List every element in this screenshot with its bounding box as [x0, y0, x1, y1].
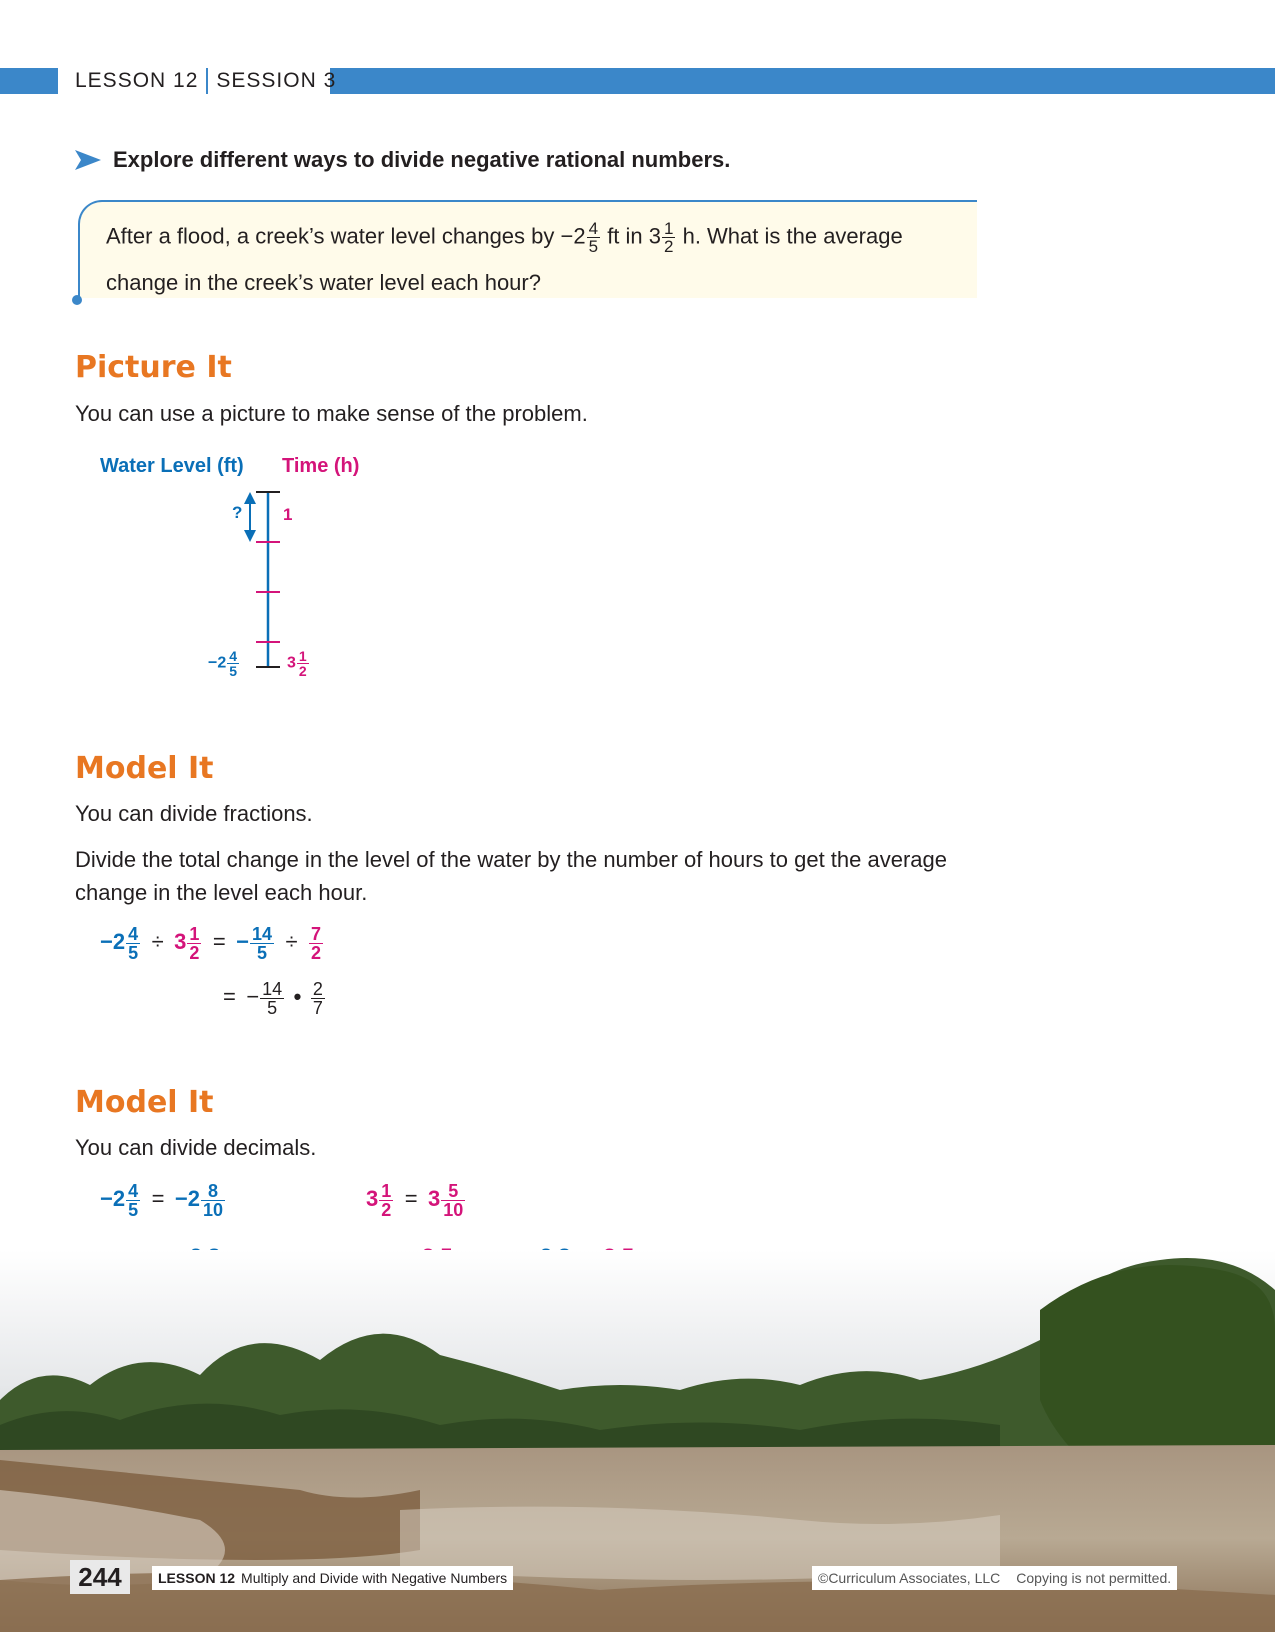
- session-label: SESSION 3: [216, 69, 337, 92]
- page-number: 244: [70, 1560, 130, 1594]
- decimal-conversion-b: 3 $\frac{1}{2}$ = 3 $\frac{5}{10}$: [366, 1181, 464, 1220]
- problem-fraction-1: $\frac{4}{5}$: [588, 219, 599, 256]
- header-bar-left: [0, 68, 58, 94]
- model-it-heading-2: Model It: [75, 1085, 214, 1120]
- fraction-equation-line-2: = − $\frac{14}{5}$ • $\frac{2}{7}$: [223, 979, 323, 1018]
- decimal-conversion-a: −2 $\frac{4}{5}$ = −2 $\frac{8}{10}$: [100, 1181, 223, 1220]
- lesson-session-header: [75, 68, 336, 94]
- picture-it-heading: Picture It: [75, 350, 232, 385]
- bottom-time-label: 3 $\frac{1}{2}$: [287, 648, 307, 679]
- problem-text-2: ft in 3: [601, 223, 661, 249]
- problem-neg-whole: −2: [560, 223, 586, 249]
- footer-copyright: ©Curriculum Associates, LLC Copying is not permitted.: [812, 1566, 1177, 1590]
- model-it-desc-1: Divide the total change in the level of the water by the number of hours to get the average change in the level each hour.: [75, 847, 947, 905]
- lesson-label: LESSON 12: [75, 69, 199, 92]
- problem-line-1: [106, 220, 903, 255]
- model-it-intro-2: You can divide decimals.: [75, 1135, 317, 1160]
- model-it-heading-1: Model It: [75, 751, 214, 786]
- fraction-equation-line-1: −2 $\frac{4}{5}$ ÷ 3 $\frac{1}{2}$ = − $\frac{14}{5}$ ÷ $\frac{7}{2}$: [100, 924, 322, 963]
- model-it-intro-1: You can divide fractions.: [75, 801, 313, 826]
- question-mark-label: ?: [232, 503, 243, 522]
- picture-it-intro: You can use a picture to make sense of the problem.: [75, 401, 588, 426]
- problem-fraction-2: $\frac{1}{2}$: [664, 219, 674, 256]
- problem-text-1: After a flood, a creek’s water level changes by: [106, 223, 561, 249]
- bottom-water-label: −2 $\frac{4}{5}$: [208, 648, 238, 679]
- time-label: Time (h): [282, 455, 360, 477]
- header-bar-right: [330, 68, 1275, 94]
- problem-box-dot: [72, 295, 82, 305]
- header-divider: [206, 68, 208, 94]
- problem-line-2: change in the creek’s water level each hour?: [106, 270, 541, 295]
- arrow-right-icon: [75, 150, 101, 170]
- explore-prompt: Explore different ways to divide negative rational numbers.: [113, 147, 731, 172]
- problem-text-3: h. What is the average: [676, 223, 903, 249]
- water-level-label: Water Level (ft): [100, 455, 244, 477]
- footer-lesson-title: LESSON 12 Multiply and Divide with Negative Numbers: [152, 1566, 513, 1590]
- one-hour-label: 1: [283, 505, 293, 524]
